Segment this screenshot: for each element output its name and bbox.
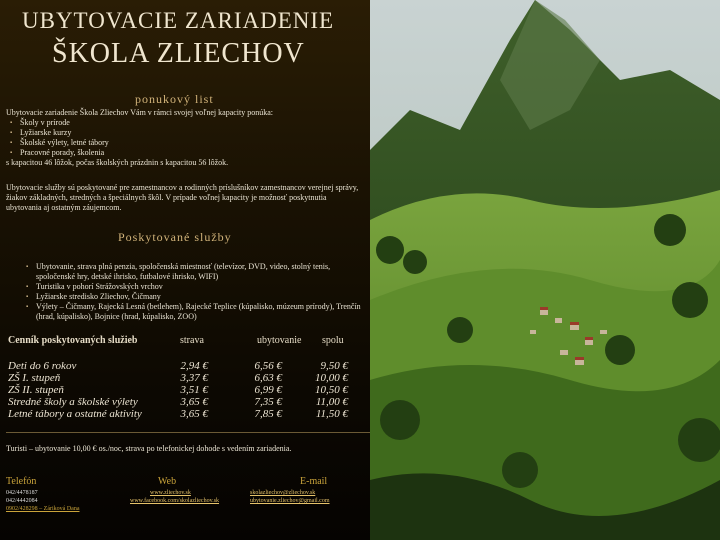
tourist-note: Turisti – ubytovanie 10,00 € os./noc, strava po telefonickej dohode s vedením zariadenia. <box>6 444 292 453</box>
price-total-column <box>300 360 348 420</box>
price-category: ZŠ I. stupeň <box>8 372 61 384</box>
price-total: 9,50 € <box>320 360 348 372</box>
price-total: 11,00 € <box>315 396 348 408</box>
phone-heading: Telefón <box>6 476 37 487</box>
price-header-total: spolu <box>322 335 344 346</box>
services-list <box>22 262 362 322</box>
intro-text: Ubytovacie zariadenie Škola Zliechov Vám v rámci svojej voľnej kapacity ponúka: <box>6 108 274 117</box>
page-subtitle: ponukový list <box>135 92 214 106</box>
price-meals: 3,37 € <box>180 372 208 384</box>
price-accommodation: 7,85 € <box>254 408 282 420</box>
price-category: ZŠ II. stupeň <box>8 384 64 396</box>
web-heading: Web <box>158 476 177 487</box>
eligibility-paragraph: Ubytovacie služby sú poskytované pre zamestnancov a rodinných príslušníkov zamestnancov verejnej správy, žiakov základných, stredných a špeciálnych škôl. V prípade voľnej kapacity je možnosť poskytnutia ubytovania aj ostatným záujemcom. <box>6 183 359 212</box>
price-meals-column <box>160 360 208 420</box>
price-meals: 2,94 € <box>180 360 208 372</box>
landscape-photo <box>370 0 720 540</box>
price-meals: 3,65 € <box>180 408 208 420</box>
service-item: ▪ Lyžiarske stredisko Zliechov, Čičmany <box>36 292 362 302</box>
price-category-column <box>8 360 173 420</box>
price-meals: 3,51 € <box>180 384 208 396</box>
intro-item: ▪ Pracovné porady, školenia <box>20 148 366 158</box>
intro-section <box>6 108 366 168</box>
price-accommodation-column <box>238 360 282 420</box>
capacity-text: s kapacitou 46 lôžok, počas školských prázdnin s kapacitou 56 lôžok. <box>6 158 229 167</box>
landscape-image <box>370 0 720 540</box>
phone-number[interactable]: 042/4442084 <box>6 498 38 504</box>
price-total: 10,50 € <box>315 384 348 396</box>
email-heading: E-mail <box>300 476 328 487</box>
email-link[interactable]: skolazliechov@zliechov.sk <box>250 490 316 496</box>
email-link[interactable]: ubytovanie.zliechov@gmail.com <box>250 498 330 504</box>
service-item: ▪ Turistika v pohorí Strážovských vrchov <box>36 282 362 292</box>
price-total: 10,00 € <box>315 372 348 384</box>
intro-list <box>6 118 366 158</box>
services-title: Poskytované služby <box>118 230 232 244</box>
price-header-meals: strava <box>180 335 204 346</box>
price-meals: 3,65 € <box>180 396 208 408</box>
web-link[interactable]: www.zliechov.sk <box>150 490 191 496</box>
price-category: Stredné školy a školské výlety <box>8 396 138 408</box>
price-header-accommodation: ubytovanie <box>257 335 302 346</box>
price-category: Letné tábory a ostatné aktivity <box>8 408 142 420</box>
price-accommodation: 6,56 € <box>254 360 282 372</box>
price-table-title: Cenník poskytovaných služieb <box>8 335 138 346</box>
facebook-link[interactable]: www.facebook.com/skolazliechov.sk <box>130 498 220 504</box>
price-accommodation: 7,35 € <box>254 396 282 408</box>
mobile-number[interactable]: 0902/428298 – Záriková Dana <box>6 506 80 512</box>
price-accommodation: 6,99 € <box>254 384 282 396</box>
service-item: ▪ Ubytovanie, strava plná penzia, spoločenská miestnosť (televízor, DVD, video, stolný tenis, spoločenské hry, detské ihrisko, futbalové ihrisko, WIFI) <box>36 262 362 282</box>
intro-item: ▪ Školy v prírode <box>20 118 366 128</box>
services-section <box>22 262 362 322</box>
price-accommodation: 6,63 € <box>254 372 282 384</box>
phone-number[interactable]: 042/4478187 <box>6 490 38 496</box>
page-title-line2: ŠKOLA ZLIECHOV <box>52 38 305 69</box>
service-item: ▪ Výlety – Čičmany, Rajecká Lesná (betlehem), Rajecké Teplice (kúpalisko, múzeum prírody), Trenčín (hrad, kúpalisko), Bojnice (hrad, kúpalisko, ZOO) <box>36 302 362 322</box>
intro-item: ▪ Školské výlety, letné tábory <box>20 138 366 148</box>
page-title-line1: UBYTOVACIE ZARIADENIE <box>22 8 335 33</box>
intro-item: ▪ Lyžiarske kurzy <box>20 128 366 138</box>
price-total: 11,50 € <box>315 408 348 420</box>
price-category: Deti do 6 rokov <box>8 360 77 372</box>
divider <box>6 432 370 433</box>
